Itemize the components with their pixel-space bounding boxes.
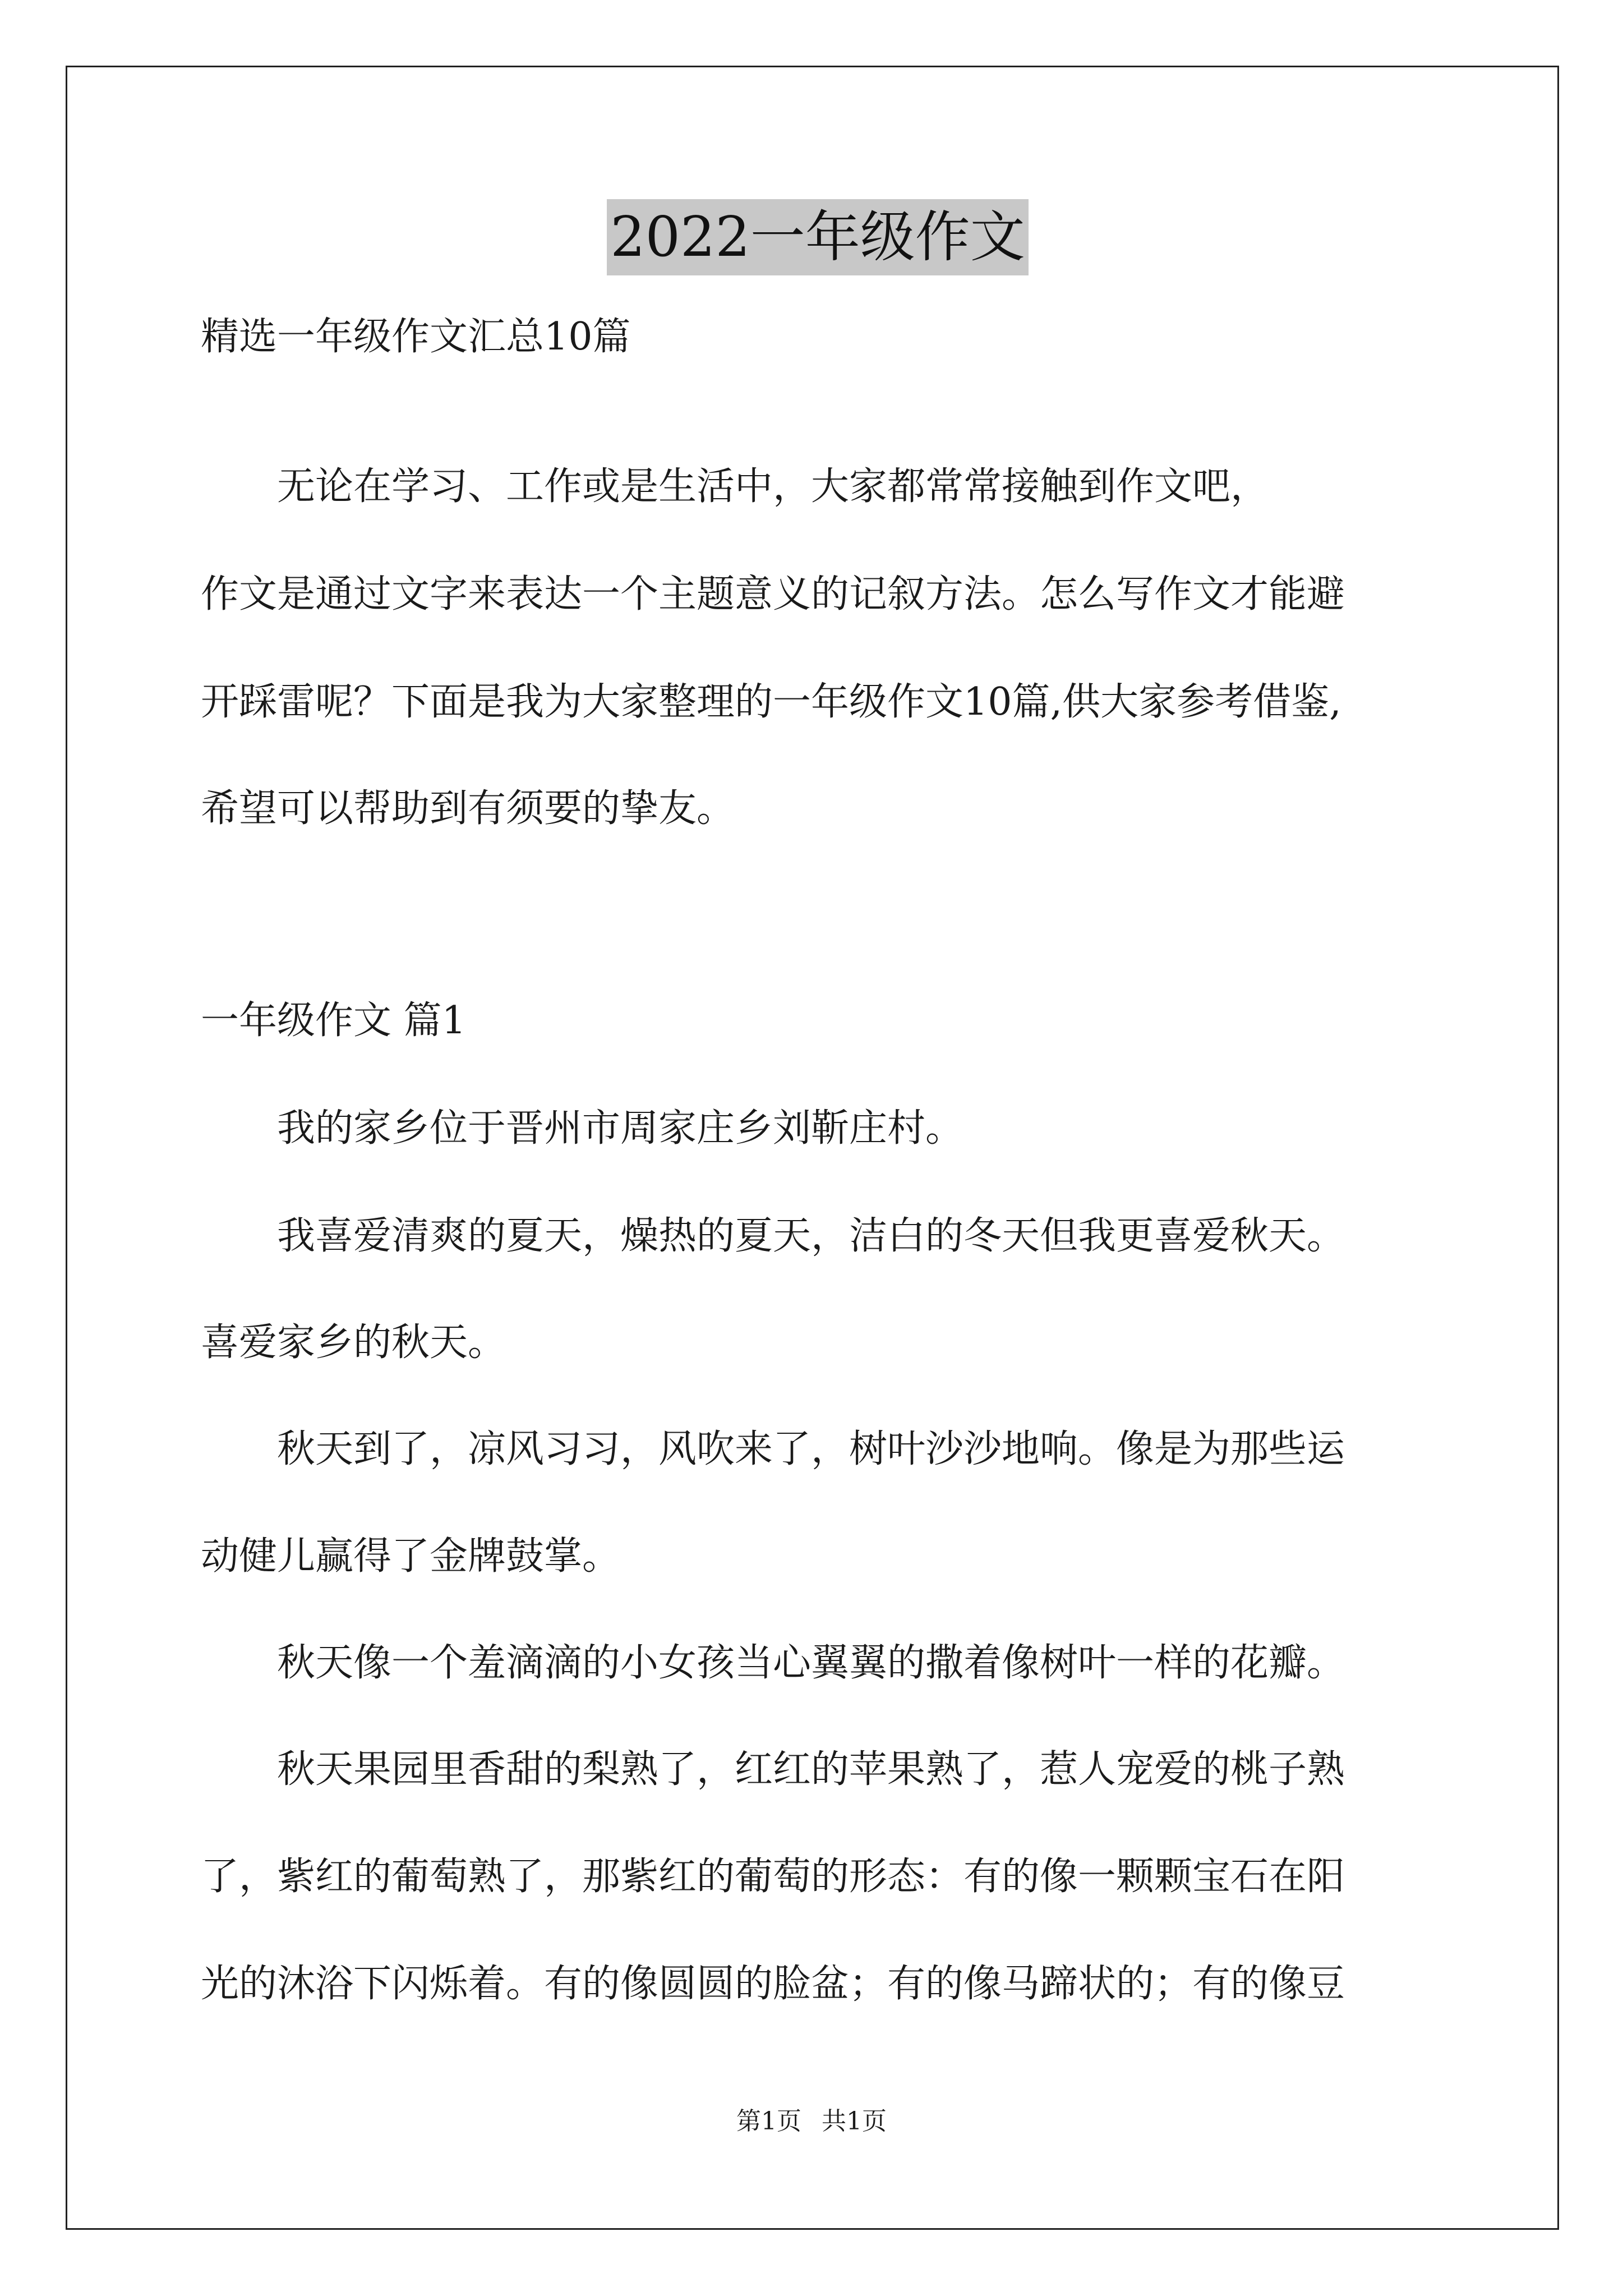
paragraph-line: 光的沐浴下闪烁着。有的像圆圆的脸盆；有的像马蹄状的；有的像豆: [201, 1962, 1345, 2006]
paragraph-line: 秋天到了，凉风习习，风吹来了，树叶沙沙地响。像是为那些运: [201, 1427, 1345, 1471]
paragraph-line: 我的家乡位于晋州市周家庄乡刘靳庄村。: [201, 1106, 964, 1151]
page-total: 共1页: [822, 2107, 887, 2136]
page-footer: [0, 2107, 1623, 2136]
paragraph-line: 秋天果园里香甜的梨熟了，红红的苹果熟了，惹人宠爱的桃子熟: [201, 1747, 1345, 1792]
paragraph-line: 喜爱家乡的秋天。: [201, 1320, 506, 1365]
paragraph-line: 了，紫红的葡萄熟了，那紫红的葡萄的形态：有的像一颗颗宝石在阳: [201, 1855, 1345, 1899]
paragraph-line: 秋天像一个羞滴滴的小女孩当心翼翼的撒着像树叶一样的花瓣。: [201, 1641, 1345, 1685]
document-title: 2022一年级作文: [607, 199, 1028, 275]
paragraph-line: 开踩雷呢？下面是我为大家整理的一年级作文10篇,供大家参考借鉴,: [201, 680, 1341, 724]
paragraph-line: 作文是通过文字来表达一个主题意义的记叙方法。怎么写作文才能避: [201, 572, 1345, 616]
subtitle-line: 精选一年级作文汇总10篇: [201, 315, 631, 359]
page-number: 第1页: [736, 2107, 801, 2136]
paragraph-line: 希望可以帮助到有须要的挚友。: [201, 786, 735, 831]
paragraph-line: 动健儿赢得了金牌鼓掌。: [201, 1534, 621, 1579]
section-heading: 一年级作文 篇1: [201, 999, 466, 1043]
paragraph-line: 我喜爱清爽的夏天，燥热的夏天，洁白的冬天但我更喜爱秋天。: [201, 1214, 1345, 1258]
paragraph-line: 无论在学习、工作或是生活中，大家都常常接触到作文吧，: [201, 464, 1269, 509]
title-wrapper: [201, 199, 1435, 275]
